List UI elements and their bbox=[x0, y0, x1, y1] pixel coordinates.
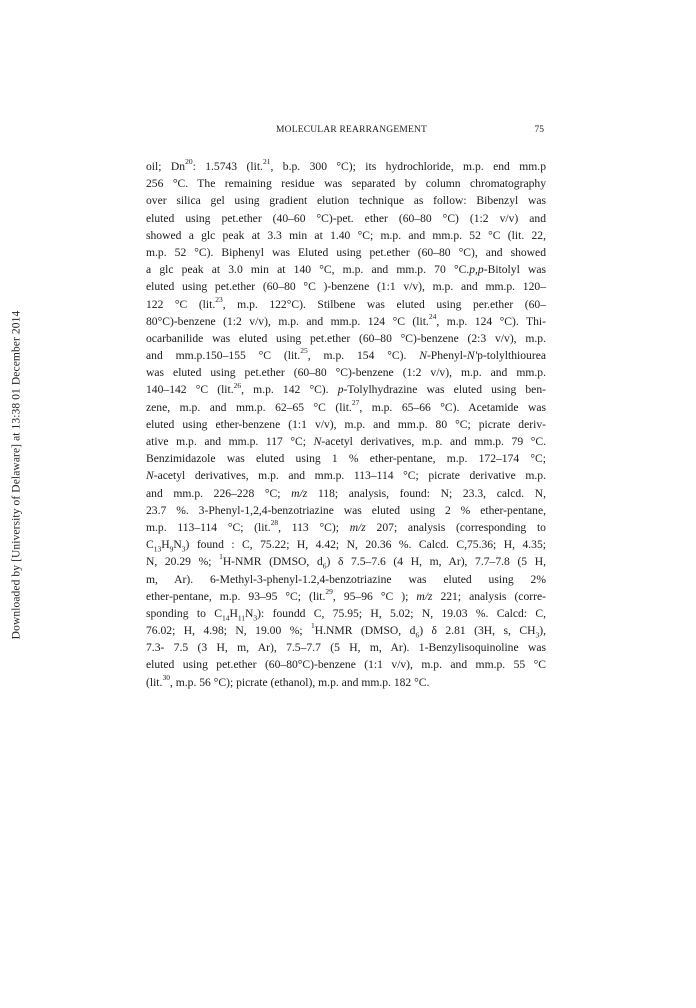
italic-text: p bbox=[337, 383, 344, 397]
text-line: eluted using pet.ether (40–60 °C)-pet. ether (60–80 °C) (1:2 v/v) and bbox=[146, 211, 546, 225]
subscript: 14 bbox=[221, 613, 230, 623]
italic-text: N bbox=[419, 349, 427, 363]
text-line: 140–142 °C (lit.$^{26}$, m.p. 142 °C). p-Tolylhydrazine was eluted using ben- bbox=[146, 380, 546, 397]
italic-text: N bbox=[313, 435, 322, 448]
text-line: over silica gel using gradient elution technique as follow: Bibenzyl was bbox=[146, 194, 546, 208]
superscript: 20 bbox=[185, 157, 193, 167]
text-line: N-acetyl derivatives, m.p. and mm.p. 113–114 °C; picrate derivative m.p. bbox=[146, 469, 546, 483]
superscript: 30 bbox=[162, 672, 170, 682]
superscript: 21 bbox=[262, 157, 271, 167]
text-line: oil; Dn$^{20}$: 1.5743 (lit.$^{21}$, b.p. 300 °C); its hydrochloride, m.p. end mm.p bbox=[146, 157, 546, 173]
running-title: MOLECULAR REARRANGEMENT bbox=[276, 125, 428, 135]
italic-text: m/z bbox=[291, 486, 308, 500]
superscript: 1 bbox=[311, 621, 315, 631]
superscript: 24 bbox=[428, 311, 437, 321]
subscript: 13 bbox=[153, 544, 162, 554]
download-watermark bbox=[2, 270, 30, 680]
page-number: 75 bbox=[534, 125, 544, 135]
download-notice: Downloaded by [University of Delaware] at 13:38 01 December 2014 bbox=[10, 310, 22, 640]
superscript: 28 bbox=[270, 518, 279, 528]
text-line: $C_{13}H_9N_3$) found : C, 75.22; H, 4.42; N, 20.36 %. Calcd. C,75.36; H, 4.35; bbox=[146, 538, 546, 554]
text-line: 23.7 %. 3-Phenyl-1,2,4-benzotriazine was eluted using 2 % ether-pentane, bbox=[146, 503, 546, 517]
text-line: m, Ar). 6-Methyl-3-phenyl-1.2,4-benzotriazine was eluted using 2% bbox=[146, 572, 546, 586]
text-line: a glc peak at 3.0 min at 140 °C, m.p. and mm.p. 70 °C.p,p-Bitolyl was bbox=[146, 263, 546, 277]
text-line: eluted using pet.ether (60–80 °C )-benzene (1:1 v/v), m.p. and mm.p. 120– bbox=[146, 280, 546, 294]
subscript: 6 bbox=[415, 630, 420, 640]
superscript: 23 bbox=[215, 294, 223, 304]
text-line: ative m.p. and mm.p. 117 °C; N-acetyl derivatives, m.p. and mm.p. 79 °C. bbox=[146, 435, 546, 448]
subscript: 3 bbox=[535, 630, 540, 640]
text-line: 7.3- 7.5 (3 H, m, Ar), 7.5–7.7 (5 H, m, Ar). 1-Benzylisoquinoline was bbox=[146, 641, 546, 655]
superscript: 1 bbox=[219, 552, 223, 562]
text-line: m.p. 113–114 °C; (lit.$^{28}$, 113 °C); m/z 207; analysis (corresponding to bbox=[146, 518, 546, 534]
body-paragraph bbox=[146, 158, 546, 691]
italic-text: m/z bbox=[416, 589, 433, 603]
superscript: 26 bbox=[233, 380, 242, 390]
text-line: 76.02; H, 4.98; N, 19.00 %; $^1$H.NMR (DMSO, $d_6$) δ 2.81 (3H, s, $CH_3$), bbox=[146, 621, 547, 640]
subscript: 3 bbox=[253, 613, 258, 623]
italic-text: N bbox=[146, 469, 154, 483]
text-line: N, 20.29 %; $^1$H-NMR (DMSO, $d_6$) δ 7.5–7.6 (4 H, m, Ar), 7.7–7.8 (5 H, bbox=[146, 552, 546, 571]
italic-text: m/z bbox=[349, 520, 366, 534]
text-line: 256 °C. The remaining residue was separated by column chromatography bbox=[146, 177, 546, 191]
text-line: sponding to $C_{14}H_{11}N_3$): foundd C, 75.95; H, 5.02; N, 19.03 %. Calcd: C, bbox=[146, 606, 546, 623]
superscript: 27 bbox=[351, 397, 360, 407]
subscript: 3 bbox=[181, 544, 186, 554]
text-line: 122 °C (lit.$^{23}$, m.p. 122°C). Stilbene was eluted using per.ether (60– bbox=[146, 294, 546, 311]
italic-text: p,p bbox=[469, 263, 484, 277]
italic-text: N' bbox=[466, 349, 478, 363]
text-line: 80°C)-benzene (1:2 v/v), m.p. and mm.p. 124 °C (lit.$^{24}$, m.p. 124 °C). Thi- bbox=[146, 311, 547, 328]
running-header bbox=[146, 125, 544, 139]
text-line: zene, m.p. and mm.p. 62–65 °C (lit.$^{27}$, m.p. 65–66 °C). Acetamide was bbox=[146, 397, 547, 414]
text-line: m.p. 52 °C). Biphenyl was Eluted using pet.ether (60–80 °C), and showed bbox=[146, 245, 546, 259]
text-line: showed a glc peak at 3.3 min at 1.40 °C; m.p. and mm.p. 52 °C (lit. 22, bbox=[146, 228, 546, 242]
text-line: was eluted using pet.ether (60–80 °C)-benzene (1:2 v/v), m.p. and mm.p. bbox=[146, 366, 546, 380]
text-line: eluted using ether-benzene (1:1 v/v), m.p. and mm.p. 80 °C; picrate deriv- bbox=[146, 417, 546, 431]
superscript: 25 bbox=[300, 346, 308, 356]
text-line: eluted using pet.ether (60–80°C)-benzene (1:1 v/v), m.p. and mm.p. 55 °C bbox=[146, 658, 546, 672]
text-line: ocarbanilide was eluted using pet.ether (60–80 °C)-benzene (2:3 v/v), m.p. bbox=[146, 331, 546, 345]
subscript: 6 bbox=[322, 561, 327, 571]
superscript: 29 bbox=[325, 586, 333, 596]
text-line: Benzimidazole was eluted using 1 % ether-pentane, m.p. 172–174 °C; bbox=[146, 452, 546, 466]
text-line: ether-pentane, m.p. 93–95 °C; (lit.$^{29}$, 95–96 °C ); m/z 221; analysis (corre- bbox=[146, 586, 546, 603]
text-line: and mm.p.150–155 °C (lit.$^{25}$, m.p. 154 °C). N-Phenyl-N'p-tolylthiourea bbox=[146, 346, 546, 363]
text-line: and mm.p. 226–228 °C; m/z 118; analysis, found: N; 23.3, calcd. N, bbox=[146, 486, 546, 500]
subscript: 9 bbox=[169, 544, 174, 554]
subscript: 11 bbox=[237, 613, 246, 623]
text-line: (lit.$^{30}$, m.p. 56 °C); picrate (ethanol), m.p. and mm.p. 182 °C. bbox=[146, 672, 430, 689]
